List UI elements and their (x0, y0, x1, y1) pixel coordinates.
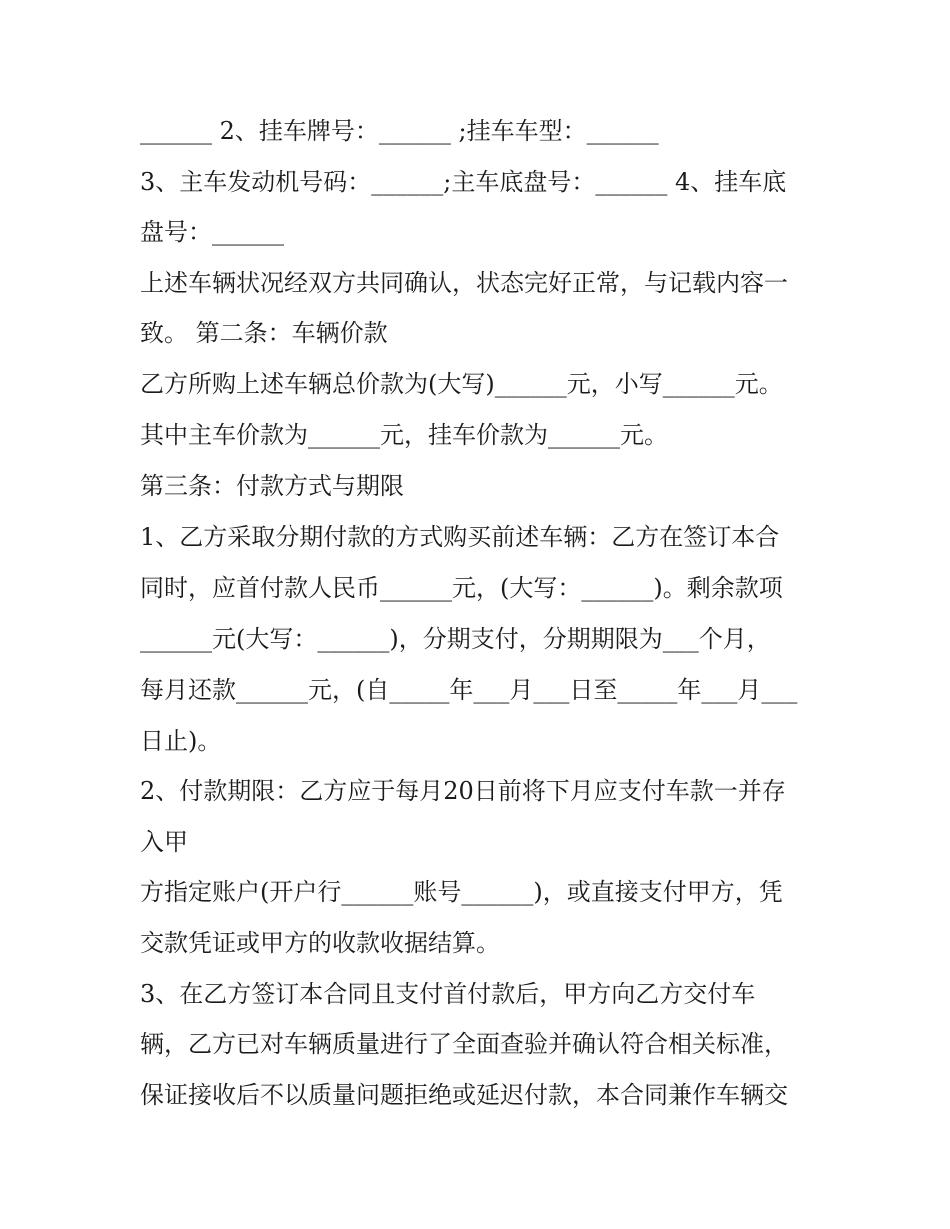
text-line: 交款凭证或甲方的收款收据结算。 (140, 929, 500, 957)
text-line: 同时，应首付款人民币______元，(大写：______)。剩余款项 (140, 574, 783, 602)
text-line: 方指定账户(开户行______账号______)，或直接支付甲方，凭 (140, 878, 783, 906)
text-line: 每月还款______元，(自_____年___月___日至_____年___月___ (140, 676, 798, 704)
text-line: 3、在乙方签订本合同且支付首付款后，甲方向乙方交付车 (140, 980, 756, 1008)
text-line: 盘号：______ (140, 218, 284, 246)
section-heading: 第三条：付款方式与期限 (140, 472, 404, 500)
text-line: ______ 2、挂车牌号：______ ;挂车车型：______ (140, 117, 659, 145)
text-line: 乙方所购上述车辆总价款为(大写)______元，小写______元。 (140, 370, 783, 398)
text-line: 上述车辆状况经双方共同确认，状态完好正常，与记载内容一 (140, 269, 788, 297)
text-line: 入甲 (140, 828, 188, 856)
text-line: 3、主车发动机号码：______;主车底盘号：______ 4、挂车底 (140, 168, 787, 196)
text-line: 日止)。 (140, 727, 222, 755)
text-line: 1、乙方采取分期付款的方式购买前述车辆：乙方在签订本合 (140, 523, 780, 551)
text-line: ______元(大写：______)，分期支付，分期期限为___个月， (140, 625, 771, 653)
text-line: 其中主车价款为______元，挂车价款为______元。 (140, 421, 668, 449)
text-line: 保证接收后不以质量问题拒绝或延迟付款，本合同兼作车辆交 (140, 1081, 788, 1109)
text-line: 2、付款期限：乙方应于每月20日前将下月应支付车款一并存 (140, 777, 786, 805)
text-line: 致。 第二条：车辆价款 (140, 319, 388, 347)
text-line: 辆，乙方已对车辆质量进行了全面查验并确认符合相关标准， (140, 1030, 788, 1058)
